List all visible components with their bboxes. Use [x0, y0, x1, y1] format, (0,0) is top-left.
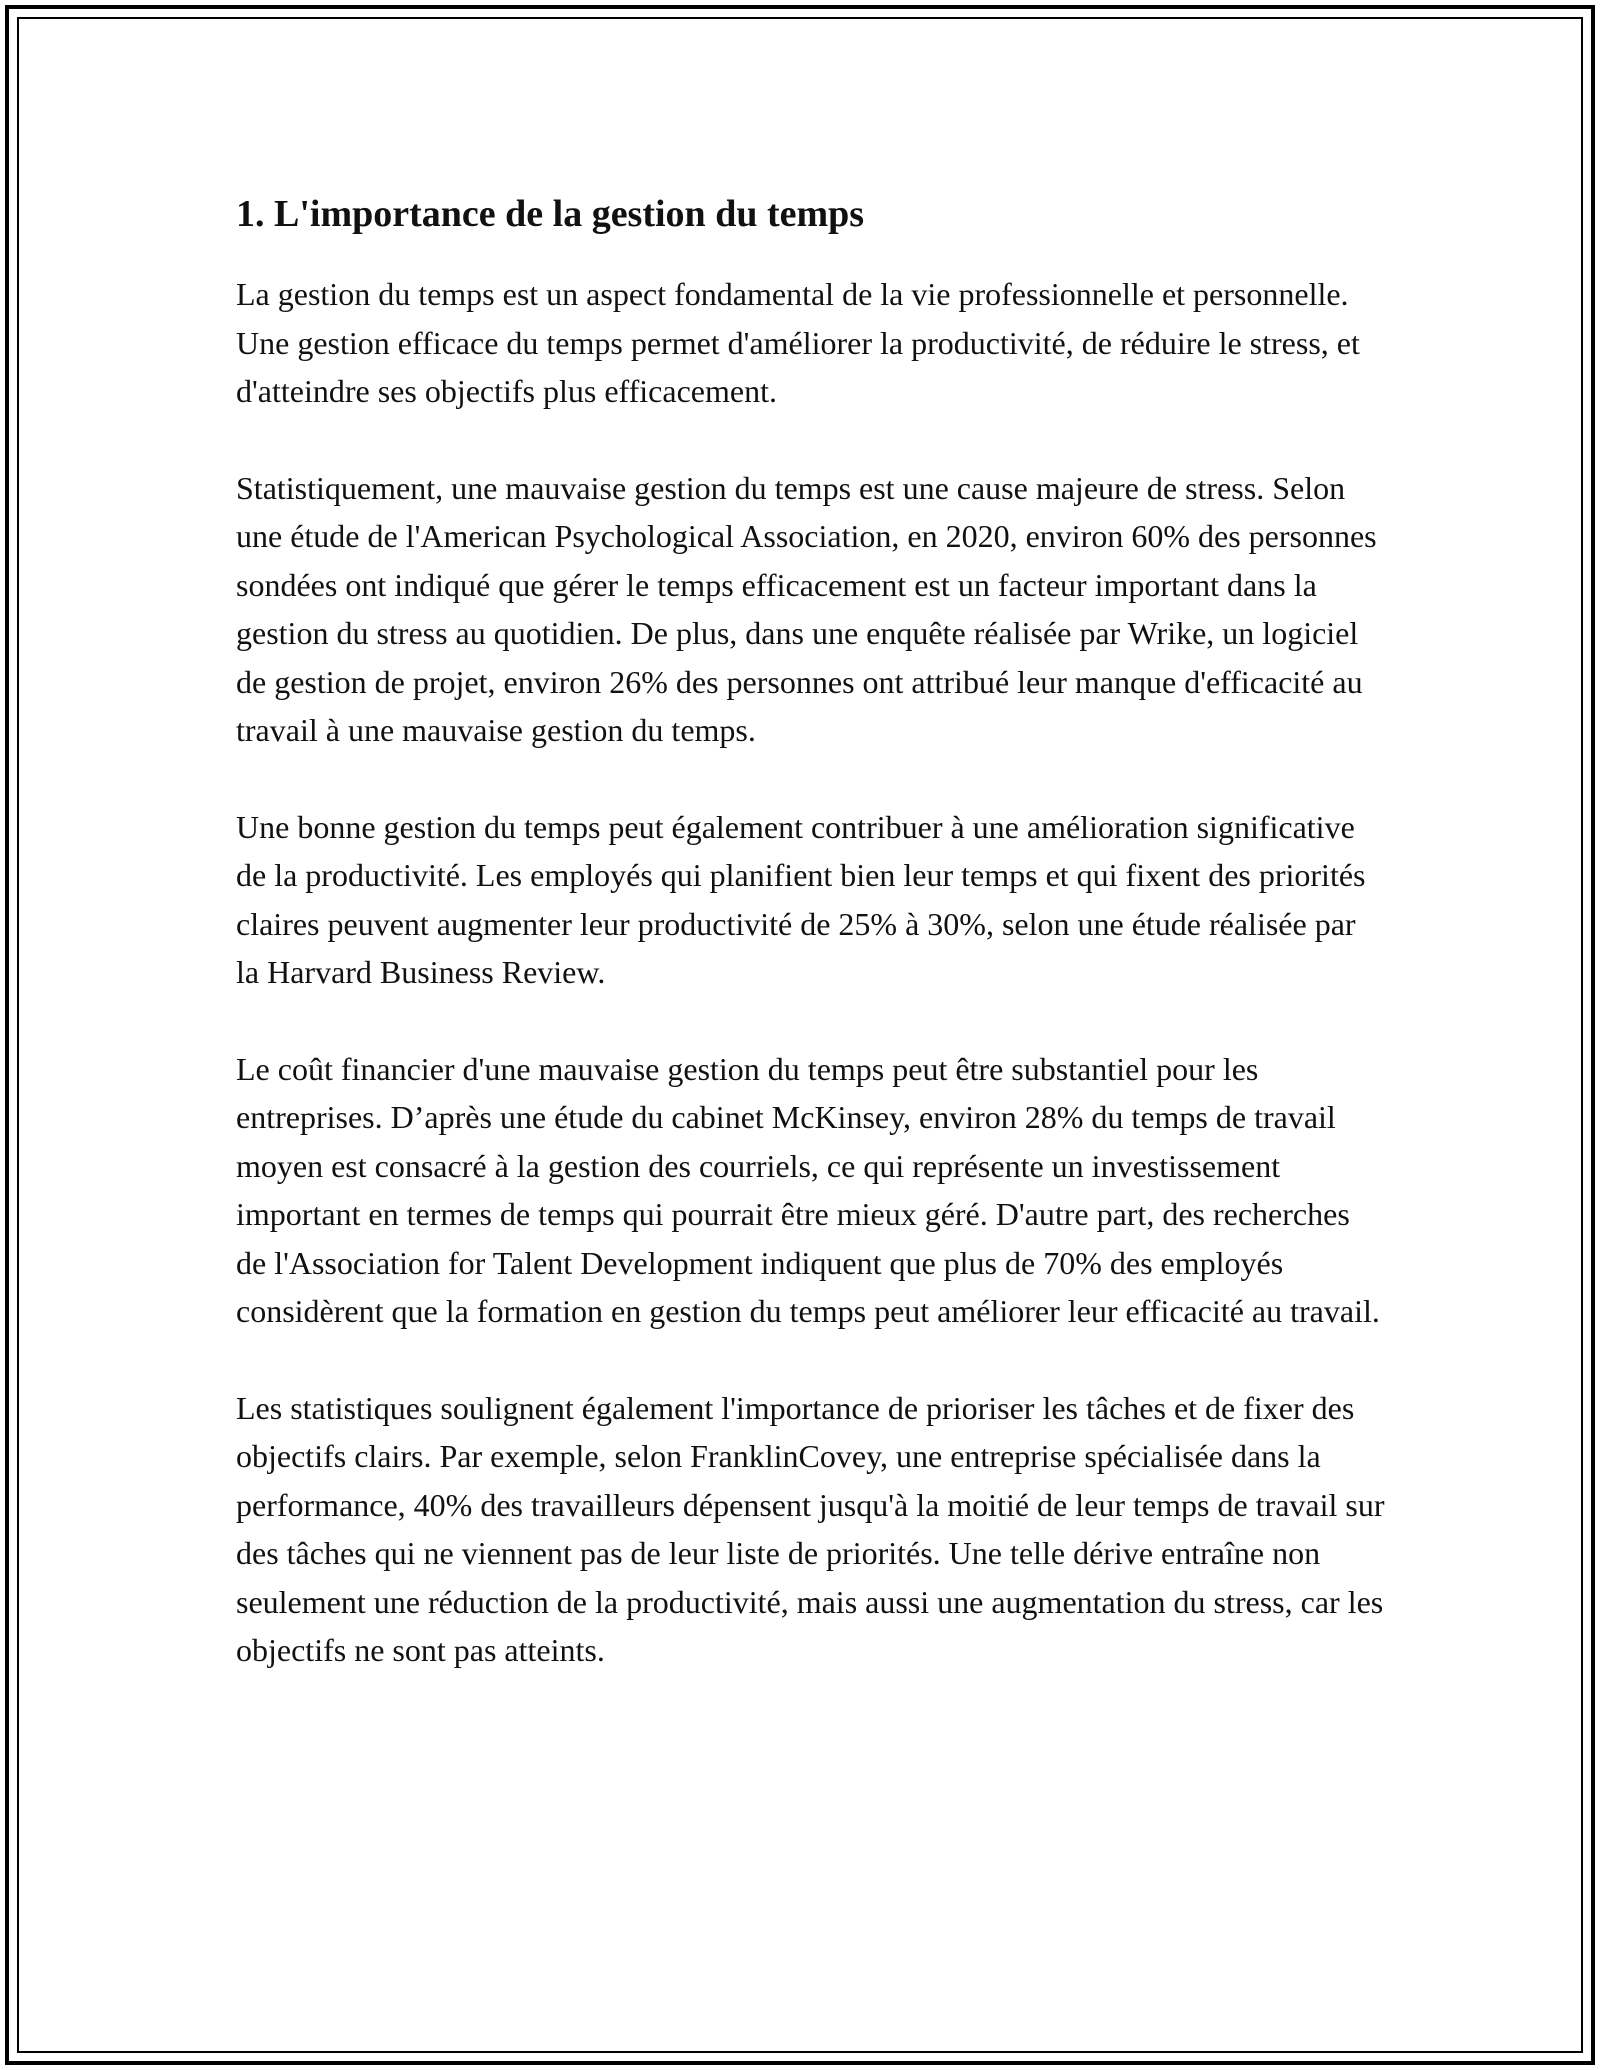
section-heading: 1. L'importance de la gestion du temps — [236, 193, 865, 235]
paragraph-productivity: Une bonne gestion du temps peut également contribuer à une amélioration significative de la productivité. Les employés qui planifient bien leur temps et qui fixent des priorités claires peuvent augmenter leur productivité de 25% à 30%, selon une étude réalisée par la Harvard Business Review. — [236, 808, 1366, 990]
document-body — [236, 184, 1386, 1723]
paragraph-stress-statistics: Statistiquement, une mauvaise gestion du temps est une cause majeure de stress. Selon une étude de l'American Psychological Association, en 2020, environ 60% des personnes sondées ont indiqué que gérer le temps efficacement est un facteur important dans la gestion du stress au quotidien. De plus, dans une enquête réalisée par Wrike, un logiciel de gestion de projet, environ 26% des personnes ont attribué leur manque d'efficacité au travail à une mauvaise gestion du temps. — [236, 469, 1377, 748]
paragraph-intro: La gestion du temps est un aspect fondamental de la vie professionnelle et personnelle. Une gestion efficace du temps permet d'améliorer la productivité, de réduire le stress, et d'atteindre ses objectifs plus efficacement. — [236, 276, 1360, 409]
paragraph-financial-cost: Le coût financier d'une mauvaise gestion du temps peut être substantiel pour les entreprises. D’après une étude du cabinet McKinsey, environ 28% du temps de travail moyen est consacré à la gestion des courriels, ce qui représente un investissement important en termes de temps qui pourrait être mieux géré. D'autre part, des recherches de l'Association for Talent Development indiquent que plus de 70% des employés considèrent que la formation en gestion du temps peut améliorer leur efficacité au travail. — [236, 1050, 1380, 1329]
paragraph-prioritization: Les statistiques soulignent également l'importance de prioriser les tâches et de fixer des objectifs clairs. Par exemple, selon FranklinCovey, une entreprise spécialisée dans la performance, 40% des travailleurs dépensent jusqu'à la moitié de leur temps de travail sur des tâches qui ne viennent pas de leur liste de priorités. Une telle dérive entraîne non seulement une réduction de la productivité, mais aussi une augmentation du stress, car les objectifs ne sont pas atteints. — [236, 1389, 1385, 1668]
